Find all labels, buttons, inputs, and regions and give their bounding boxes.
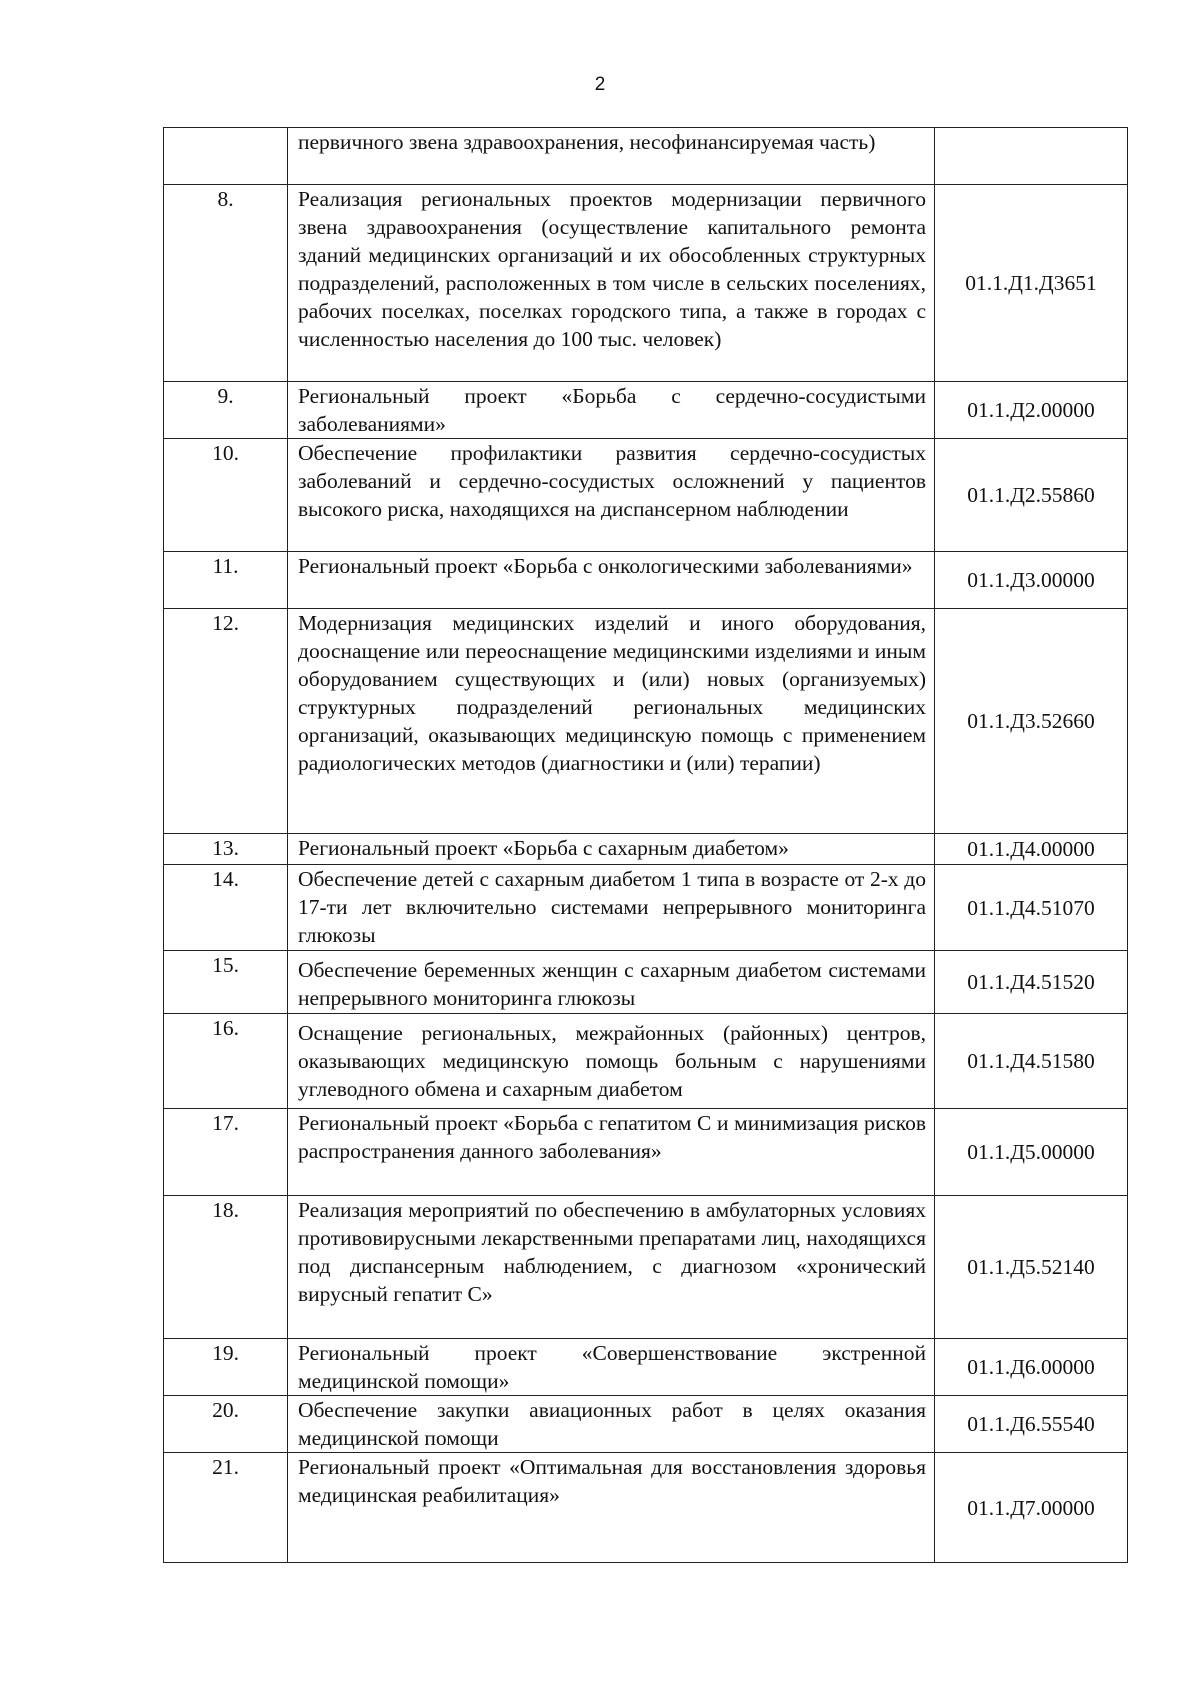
row-number: 19. [164,1339,288,1396]
row-code: 01.1.Д6.00000 [935,1339,1128,1396]
row-number: 15. [164,951,288,1014]
row-number: 10. [164,439,288,552]
row-name: Региональный проект «Совершенствование экстренной медицинской помощи» [288,1339,935,1396]
row-code: 01.1.Д7.00000 [935,1453,1128,1563]
row-name: Оснащение региональных, межрайонных (районных) центров, оказывающих медицинскую помощь больным с нарушениями углеводного обмена и сахарным диабетом [288,1014,935,1109]
row-code: 01.1.Д3.52660 [935,609,1128,834]
row-name: Обеспечение закупки авиационных работ в целях оказания медицинской помощи [288,1396,935,1453]
row-code [935,128,1128,185]
row-number [164,128,288,185]
row-name: первичного звена здравоохранения, несофинансируемая часть) [288,128,935,185]
table-row [164,1453,1128,1563]
row-name: Модернизация медицинских изделий и иного оборудования, дооснащение или переоснащение медицинскими изделиями и иным оборудованием существующих и (или) новых (организуемых) структурных подразделений региональных медицинских организаций, оказывающих медицинскую помощь с применением радиологических методов (диагностики и (или) терапии) [288,609,935,834]
table-row [164,609,1128,834]
table-row [164,1014,1128,1109]
row-number: 12. [164,609,288,834]
row-name: Региональный проект «Борьба с сердечно-сосудистыми заболеваниями» [288,382,935,439]
row-number: 11. [164,552,288,609]
table-row [164,865,1128,951]
page-number: 2 [594,74,606,95]
row-name: Обеспечение беременных женщин с сахарным диабетом системами непрерывного мониторинга глюкозы [288,951,935,1014]
row-number: 21. [164,1453,288,1563]
program-table [163,127,1128,1563]
table-row [164,951,1128,1014]
row-code: 01.1.Д1.Д3651 [935,185,1128,382]
row-name: Реализация мероприятий по обеспечению в амбулаторных условиях противовирусными лекарственными препаратами лиц, находящихся под диспансерным наблюдением, с диагнозом «хронический вирусный гепатит С» [288,1196,935,1339]
row-number: 13. [164,834,288,865]
table-row [164,1196,1128,1339]
row-code: 01.1.Д2.55860 [935,439,1128,552]
row-number: 16. [164,1014,288,1109]
row-name: Реализация региональных проектов модернизации первичного звена здравоохранения (осуществление капитального ремонта зданий медицинских организаций и их обособленных структурных подразделений, расположенных в том числе в сельских поселениях, рабочих поселках, поселках городского типа, а также в городах с численностью населения до 100 тыс. человек) [288,185,935,382]
row-code: 01.1.Д2.00000 [935,382,1128,439]
row-code: 01.1.Д3.00000 [935,552,1128,609]
table-row [164,439,1128,552]
row-name: Региональный проект «Борьба с сахарным диабетом» [288,834,935,865]
row-number: 20. [164,1396,288,1453]
row-code: 01.1.Д5.52140 [935,1196,1128,1339]
table-row [164,128,1128,185]
table-row [164,552,1128,609]
table-row [164,1396,1128,1453]
table-row [164,185,1128,382]
row-code: 01.1.Д6.55540 [935,1396,1128,1453]
table-row [164,382,1128,439]
row-number: 8. [164,185,288,382]
row-code: 01.1.Д5.00000 [935,1109,1128,1196]
row-code: 01.1.Д4.51520 [935,951,1128,1014]
row-name: Региональный проект «Оптимальная для восстановления здоровья медицинская реабилитация» [288,1453,935,1563]
row-number: 18. [164,1196,288,1339]
table-row [164,1109,1128,1196]
row-number: 14. [164,865,288,951]
table-row [164,834,1128,865]
row-number: 9. [164,382,288,439]
row-name: Обеспечение детей с сахарным диабетом 1 типа в возрасте от 2-х до 17-ти лет включительно системами непрерывного мониторинга глюкозы [288,865,935,951]
row-number: 17. [164,1109,288,1196]
row-code: 01.1.Д4.00000 [935,834,1128,865]
table-row [164,1339,1128,1396]
row-name: Региональный проект «Борьба с гепатитом С и минимизация рисков распространения данного заболевания» [288,1109,935,1196]
row-code: 01.1.Д4.51580 [935,1014,1128,1109]
row-code: 01.1.Д4.51070 [935,865,1128,951]
row-name: Региональный проект «Борьба с онкологическими заболеваниями» [288,552,935,609]
row-name: Обеспечение профилактики развития сердечно-сосудистых заболеваний и сердечно-сосудистых осложнений у пациентов высокого риска, находящихся на диспансерном наблюдении [288,439,935,552]
